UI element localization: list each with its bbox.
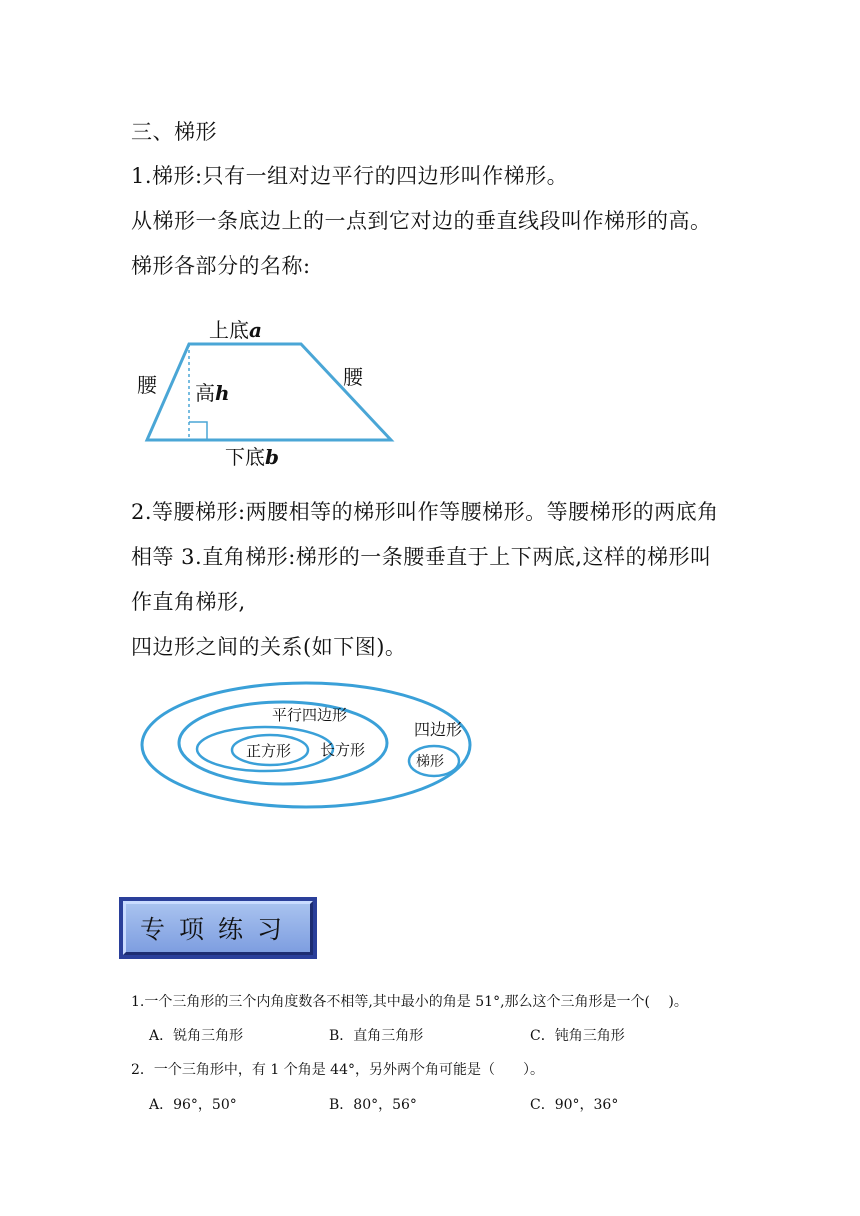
exercise-1-option-b: B．直角三角形 bbox=[329, 1028, 424, 1044]
trapezoid-definition: 1.梯形:只有一组对边平行的四边形叫作梯形。 bbox=[131, 164, 569, 188]
exercise-2-option-a: A．96°，50° bbox=[149, 1097, 237, 1113]
practice-banner-label: 专项练习 bbox=[123, 901, 313, 955]
exercise-1-option-a: A．锐角三角形 bbox=[149, 1028, 244, 1044]
trapezoid-diagram bbox=[125, 300, 405, 480]
right-leg-label: 腰 bbox=[343, 365, 363, 389]
rectangle-label: 长方形 bbox=[320, 741, 366, 759]
top-base-label: 上底a bbox=[209, 318, 262, 342]
parallelogram-label: 平行四边形 bbox=[272, 706, 348, 724]
section-title: 三、梯形 bbox=[131, 120, 217, 144]
relation-title: 四边形之间的关系(如下图)。 bbox=[131, 635, 407, 659]
isosceles-definition-line1: 2.等腰梯形:两腰相等的梯形叫作等腰梯形。等腰梯形的两底角 bbox=[131, 500, 719, 524]
trapezoid-label: 梯形 bbox=[416, 754, 444, 770]
practice-banner bbox=[119, 897, 317, 959]
exercise-2-option-c: C．90°，36° bbox=[530, 1097, 619, 1113]
height-definition: 从梯形一条底边上的一点到它对边的垂直线段叫作梯形的高。 bbox=[131, 209, 712, 233]
quadrilateral-venn-diagram bbox=[140, 675, 480, 815]
isosceles-definition-line2: 相等 3.直角梯形:梯形的一条腰垂直于上下两底,这样的梯形叫 bbox=[131, 545, 712, 569]
parts-title: 梯形各部分的名称: bbox=[131, 254, 311, 278]
exercise-1-question: 1.一个三角形的三个内角度数各不相等,其中最小的角是 51°,那么这个三角形是一个( )。 bbox=[131, 994, 688, 1010]
right-angle-mark bbox=[189, 422, 207, 440]
height-label: 高h bbox=[195, 381, 230, 405]
left-leg-label: 腰 bbox=[137, 373, 157, 397]
isosceles-definition-line3: 作直角梯形, bbox=[131, 590, 246, 614]
exercise-1-option-c: C．钝角三角形 bbox=[530, 1028, 625, 1044]
exercise-2-question: 2．一个三角形中，有 1 个角是 44°，另外两个角可能是（ ）。 bbox=[131, 1062, 544, 1078]
bottom-base-label: 下底b bbox=[225, 445, 279, 469]
exercise-2-option-b: B．80°，56° bbox=[329, 1097, 417, 1113]
square-label: 正方形 bbox=[246, 742, 292, 760]
trapezoid-shape bbox=[147, 344, 391, 440]
quadrilateral-label: 四边形 bbox=[414, 720, 463, 739]
